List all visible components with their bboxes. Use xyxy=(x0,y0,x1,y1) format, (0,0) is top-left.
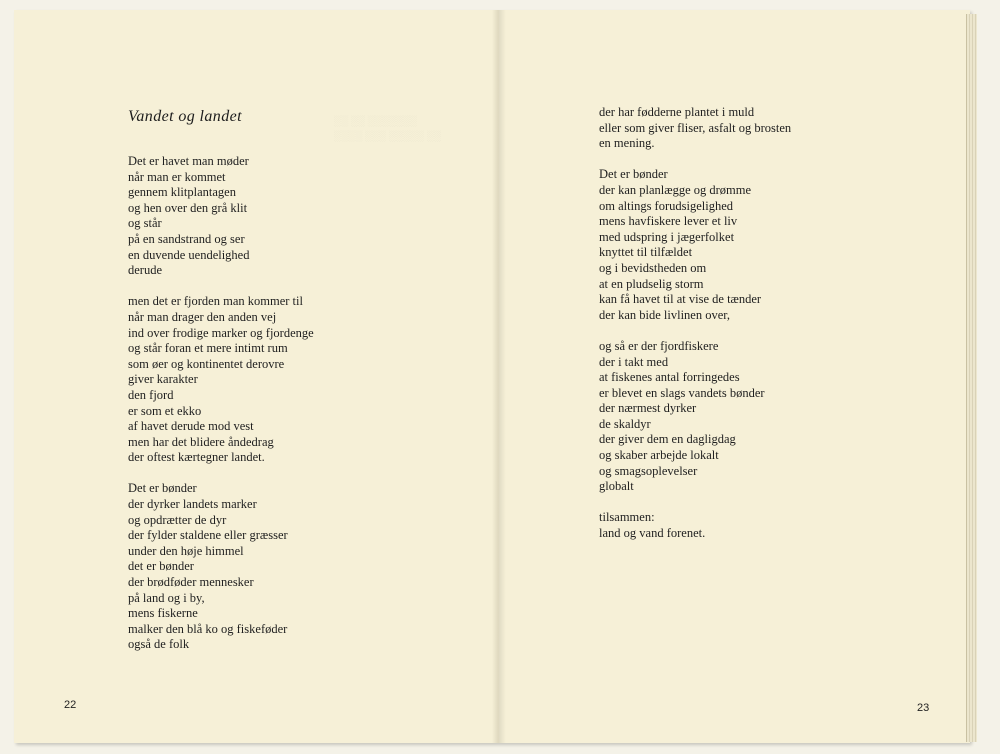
page-number-left: 22 xyxy=(64,699,77,711)
poem-line: der kan bide livlinen over, xyxy=(599,307,731,322)
poem-line: men det er fjorden man kommer til xyxy=(128,294,303,309)
poem-line: når man drager den anden vej xyxy=(128,309,277,324)
poem-line: globalt xyxy=(599,479,634,494)
poem-line: der kan planlægge og drømme xyxy=(599,182,752,197)
poem-line: den fjord xyxy=(128,387,174,402)
poem-line: også de folk xyxy=(128,637,190,652)
poem-line: det er bønder xyxy=(128,559,194,574)
poem-line: der i takt med xyxy=(599,354,669,369)
stanza xyxy=(599,339,791,495)
poem-line: gennem klitplantagen xyxy=(128,185,236,200)
stanza xyxy=(128,154,314,279)
stanza xyxy=(128,294,314,466)
poem-line: af havet derude mod vest xyxy=(128,419,254,434)
poem-line: og i bevidstheden om xyxy=(599,260,707,275)
poem-line: men har det blidere åndedrag xyxy=(128,434,274,449)
poem-line: er blevet en slags vandets bønder xyxy=(599,385,765,400)
poem-line: at fiskenes antal forringedes xyxy=(599,370,740,385)
poem-line: der giver dem en dagligdag xyxy=(599,432,736,447)
poem-line: når man er kommet xyxy=(128,169,226,184)
poem-line: de skaldyr xyxy=(599,416,651,431)
poem-line: at en pludselig storm xyxy=(599,276,704,291)
poem-text-right xyxy=(599,105,791,557)
poem-line: om altings forudsigelighed xyxy=(599,198,734,213)
poem-line: på land og i by, xyxy=(128,590,205,605)
poem-line: og smagsoplevelser xyxy=(599,463,698,478)
poem-line: eller som giver fliser, asfalt og brosten xyxy=(599,120,792,135)
poem-line: derude xyxy=(128,263,163,278)
poem-line: Det er bønder xyxy=(128,481,197,496)
poem-line: under den høje himmel xyxy=(128,543,244,558)
poem-line: tilsammen: xyxy=(599,510,655,525)
poem-line: der brødføder mennesker xyxy=(128,575,254,590)
poem-line: der fylder staldene eller græsser xyxy=(128,528,288,543)
poem-line: Det er havet man møder xyxy=(128,154,249,168)
poem-text-left xyxy=(128,154,314,669)
left-page xyxy=(14,10,498,743)
poem-line: og så er der fjordfiskere xyxy=(599,338,719,353)
poem-line: land og vand forenet. xyxy=(599,526,706,541)
poem-line: med udspring i jægerfolket xyxy=(599,229,735,244)
poem-line: der oftest kærtegner landet. xyxy=(128,450,265,465)
stanza xyxy=(128,481,314,653)
right-page xyxy=(498,10,970,743)
stanza xyxy=(599,105,791,152)
poem-line: ind over frodige marker og fjordenge xyxy=(128,325,314,340)
poem-line: mens fiskerne xyxy=(128,606,198,621)
poem-line: der dyrker landets marker xyxy=(128,497,257,512)
stanza xyxy=(599,167,791,323)
poem-line: og hen over den grå klit xyxy=(128,200,248,215)
page-number-right: 23 xyxy=(917,702,930,714)
poem-line: og står foran et mere intimt rum xyxy=(128,341,288,356)
poem-line: og opdrætter de dyr xyxy=(128,512,227,527)
poem-line: der nærmest dyrker xyxy=(599,401,697,416)
poem-line: en duvende uendelighed xyxy=(128,247,250,262)
poem-line: kan få havet til at vise de tænder xyxy=(599,292,762,307)
poem-line: giver karakter xyxy=(128,372,198,387)
poem-line: knyttet til tilfældet xyxy=(599,245,693,260)
page-edges xyxy=(966,14,977,742)
poem-line: er som et ekko xyxy=(128,403,202,418)
poem-line: som øer og kontinentet derovre xyxy=(128,356,285,371)
stanza xyxy=(599,510,791,541)
poem-line: der har fødderne plantet i muld xyxy=(599,105,755,119)
poem-line: en mening. xyxy=(599,136,655,151)
poem-line: malker den blå ko og fiskeføder xyxy=(128,621,288,636)
book-spread xyxy=(14,10,970,743)
show-through-text: ░░ ░░ ░░░░░░░ ░░░░ ░░░ ░░░░░ ░░ xyxy=(334,116,441,142)
poem-line: mens havfiskere lever et liv xyxy=(599,214,738,229)
poem-title: Vandet og landet xyxy=(128,108,242,125)
poem-line: og skaber arbejde lokalt xyxy=(599,448,719,463)
poem-line: Det er bønder xyxy=(599,167,668,182)
poem-line: og står xyxy=(128,216,162,231)
poem-line: på en sandstrand og ser xyxy=(128,231,245,246)
